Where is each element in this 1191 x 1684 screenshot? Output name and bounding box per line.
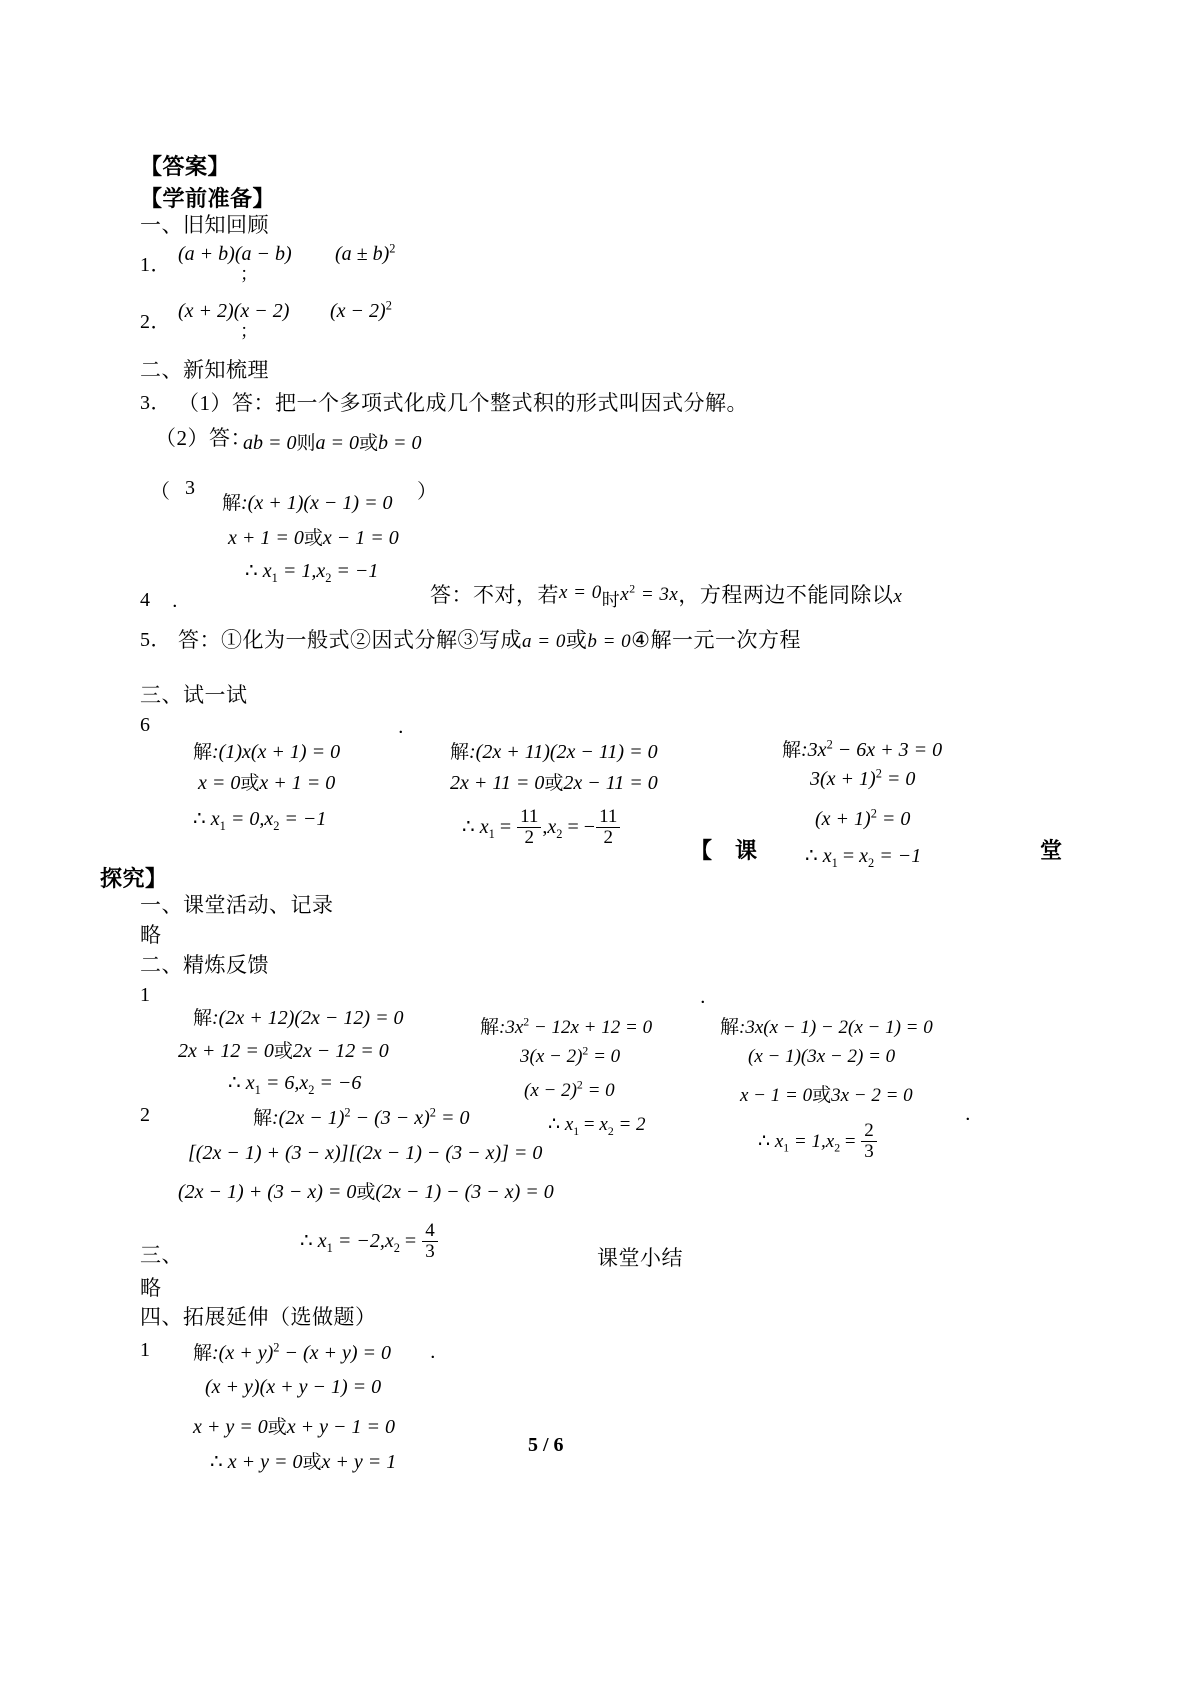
explore-item-3-label: 课堂小结 [597, 1246, 683, 1270]
item-number-3b: 3 [185, 477, 196, 499]
feedback-item-2-dot: ． [965, 1104, 984, 1124]
item-number-5: 5． [140, 629, 171, 651]
solution-3-line-1: 解:(x + 1)(x − 1) = 0 [222, 492, 393, 514]
tryit-col2-line-3: ∴ $x_1$ = $\frac{11}{2}$ $,x_2$ = − $\frac{11}{2}$ [462, 808, 621, 849]
section-title-review: 一、旧知回顾 [140, 213, 269, 237]
item-number-3: 3． [140, 392, 171, 414]
answer-2-expr-b: $(x - 2)^2$ [330, 298, 392, 322]
feedback1-col2-line-2: $3(x - 2)^2 = 0$ [520, 1044, 621, 1067]
solution-3-line-2: x + 1 = 0或x − 1 = 0 [228, 527, 399, 549]
section-heading-prep: 【学前准备】 [140, 186, 276, 211]
answer-1-semicolon: ； [240, 264, 259, 284]
tryit-col1-line-1: 解:(1)x(x + 1) = 0 [193, 741, 341, 763]
explore-heading-part1: 【 课 [690, 838, 758, 863]
answer-1-expr-b: $(a \pm b)^2$ [335, 241, 396, 265]
answer-3-part2-math: ab = 0则a = 0或b = 0 [243, 432, 422, 454]
feedback1-col1-line-2: 2x + 12 = 0或2x − 12 = 0 [178, 1040, 389, 1062]
explore-item-4-title: 四、拓展延伸（选做题） [140, 1305, 377, 1329]
feedback2-line-4: ∴ $x_1 = -2,x_2$ = $\frac{4}{3}$ [300, 1222, 439, 1263]
section-title-tryit: 三、试一试 [140, 683, 248, 707]
tryit-col1-line-2: x = 0或x + 1 = 0 [198, 772, 336, 794]
feedback1-col2-line-1: 解$:3x^2 - 12x + 12 = 0$ [480, 1015, 653, 1038]
feedback1-col3-line-4: ∴ $x_1 = 1,x_2$ = $\frac{2}{3}$ [758, 1122, 878, 1163]
extension-item-number-1: 1 [140, 1339, 151, 1361]
answer-3-part1: （1）答：把一个多项式化成几个整式积的形式叫因式分解。 [178, 391, 748, 415]
item-number-4: 4 [140, 589, 151, 611]
item-number-2: 2． [140, 311, 171, 333]
item-6-dot: ． [398, 717, 417, 737]
tryit-col3-line-3: $(x + 1)^2 = 0$ [815, 806, 911, 830]
explore-heading-part2: 堂 [1040, 838, 1063, 863]
explore-item-2-title: 二、精炼反馈 [140, 953, 269, 977]
feedback-item-1-dot: ． [700, 987, 719, 1007]
explore-item-3-title: 三、 [140, 1243, 183, 1267]
solution-3-line-3: ∴ $x_1 = 1,x_2 = -1$ [245, 560, 379, 585]
tryit-col2-line-2: 2x + 11 = 0或2x − 11 = 0 [450, 772, 658, 794]
tryit-col3-line-1: 解$:3x^2 - 6x + 3 = 0$ [782, 737, 943, 761]
extension-line-1-dot: ． [430, 1342, 449, 1362]
extension-line-2: (x + y)(x + y − 1) = 0 [205, 1376, 382, 1398]
extension-line-1: 解:(x + y)$^2$ − (x + y) = 0 [193, 1340, 392, 1364]
feedback-item-number-1: 1 [140, 984, 151, 1006]
extension-line-3: x + y = 0或x + y − 1 = 0 [193, 1416, 396, 1438]
page-number: 5 / 6 [528, 1434, 564, 1456]
feedback2-line-1: 解:(2x − $1)^2 - (3 - x)^2 = 0$ [253, 1105, 470, 1129]
tryit-col3-line-4: ∴ $x_1 = x_2 = -1$ [805, 845, 922, 870]
tryit-col2-line-1: 解:(2x + 11)(2x − 11) = 0 [450, 741, 658, 763]
answer-3-part2-label: （2）答： [155, 426, 252, 450]
answer-2-semicolon: ； [240, 321, 259, 341]
feedback1-col3-line-3: x − 1 = 0或3x − 2 = 0 [740, 1085, 913, 1106]
feedback1-col1-line-3: ∴ $x_1 = 6,x_2 = -6$ [228, 1072, 362, 1097]
feedback1-col3-line-1: 解:3x(x − 1) − 2(x − 1) = 0 [720, 1017, 933, 1038]
explore-item-1-title: 一、课堂活动、记录 [140, 893, 334, 917]
paren-open-3: （ [150, 481, 171, 503]
feedback-item-number-2: 2 [140, 1104, 151, 1126]
answer-1-expr-a: (a + b)(a − b) [178, 243, 292, 265]
answer-2-expr-a: (x + 2)(x − 2) [178, 300, 290, 322]
feedback1-col3-line-2: (x − 1)(3x − 2) = 0 [748, 1046, 896, 1067]
item-number-6: 6 [140, 714, 151, 736]
extension-line-4: ∴ x + y = 0或x + y = 1 [210, 1451, 397, 1473]
feedback2-line-3: (2x − 1) + (3 − x) = 0或(2x − 1) − (3 − x) = 0 [178, 1181, 554, 1203]
item-number-1: 1． [140, 254, 171, 276]
answer-4-text: 答：不对，若x = 0时$x^2 = 3x$，方程两边不能同除以x [430, 582, 903, 610]
tryit-col3-line-2: $3(x + 1)^2 = 0$ [810, 766, 916, 790]
paren-close-3: ） [417, 481, 438, 503]
tryit-col1-line-3: ∴ $x_1 = 0,x_2 = -1$ [193, 808, 327, 833]
feedback2-line-2: [(2x − 1) + (3 − x)][(2x − 1) − (3 − x)] = 0 [188, 1142, 543, 1164]
page-title-answers: 【答案】 [140, 154, 231, 179]
explore-item-3-body: 略 [140, 1276, 162, 1300]
feedback1-col1-line-1: 解:(2x + 12)(2x − 12) = 0 [193, 1007, 404, 1029]
answer-5-text: 答：①化为一般式②因式分解③写成a = 0或b = 0④解一元一次方程 [178, 628, 801, 652]
explore-heading-part3: 探究】 [100, 866, 168, 891]
explore-item-1-body: 略 [140, 923, 162, 947]
item-4-dot: ． [172, 591, 191, 611]
feedback1-col2-line-4: ∴ $x_1 = x_2 = 2$ [548, 1114, 646, 1138]
feedback1-col2-line-3: $(x - 2)^2 = 0$ [524, 1078, 615, 1101]
section-title-newknowledge: 二、新知梳理 [140, 358, 269, 382]
